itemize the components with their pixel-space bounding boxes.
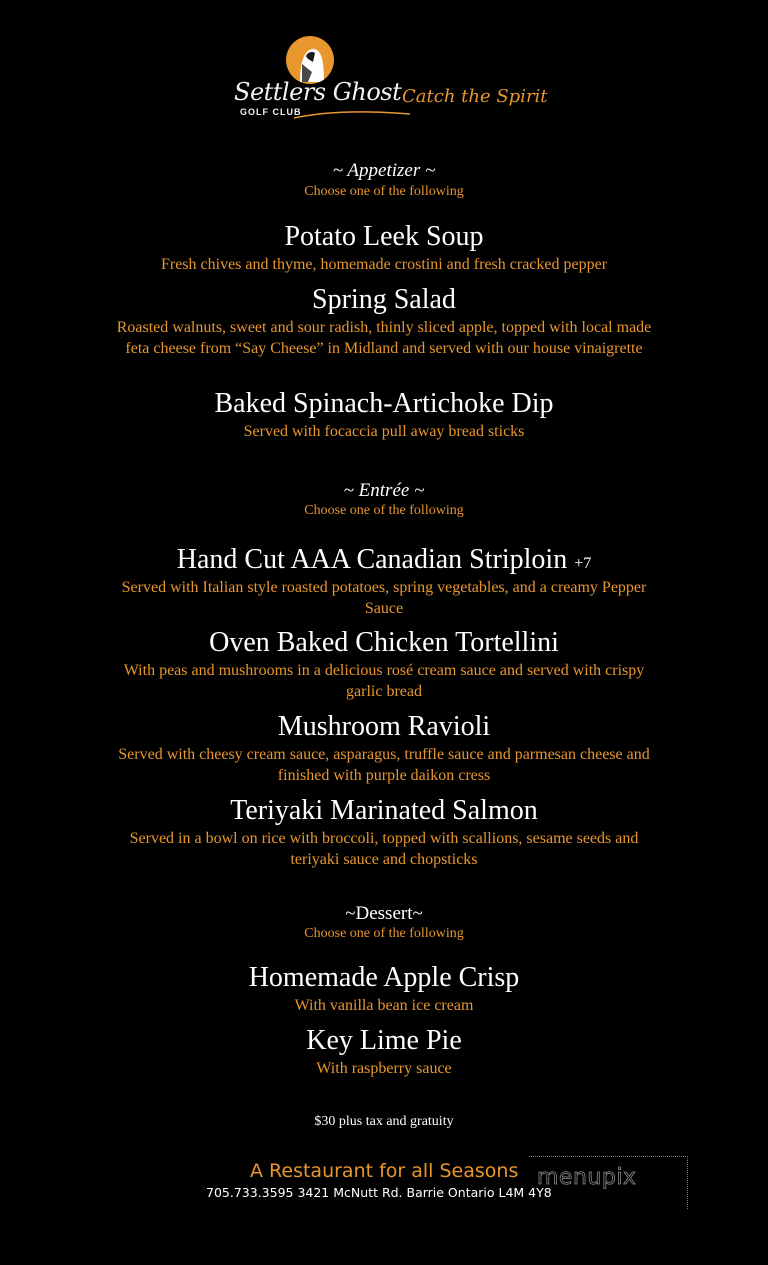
dish-description: Served with focaccia pull away bread sticks xyxy=(243,423,525,440)
dish-description: Served with Italian style roasted potatoes, spring vegetables, and a creamy Pepper Sauce xyxy=(121,579,647,617)
contact-address: 705.733.3595 3421 McNutt Rd. Barrie Ontario L4M 4Y8 xyxy=(206,1185,552,1200)
dish-name: Spring Salad xyxy=(312,284,456,315)
ghost-emblem-icon xyxy=(286,36,334,84)
dish-description: Fresh chives and thyme, homemade crostini and fresh cracked pepper xyxy=(160,256,608,273)
dish-name: Teriyaki Marinated Salmon xyxy=(230,795,538,826)
club-subtitle: GOLF CLUB xyxy=(240,107,302,117)
dish-name: Oven Baked Chicken Tortellini xyxy=(209,627,559,658)
dessert-instruction: Choose one of the following xyxy=(304,926,464,941)
club-tagline: Catch the Spirit xyxy=(402,86,548,107)
entree-instruction: Choose one of the following xyxy=(304,503,464,518)
menu-price: $30 plus tax and gratuity xyxy=(314,1114,454,1129)
dish-name: Baked Spinach-Artichoke Dip xyxy=(214,388,554,419)
dish-description: With raspberry sauce xyxy=(316,1060,452,1077)
appetizer-heading: ~ Appetizer ~ xyxy=(332,160,436,181)
appetizer-instruction: Choose one of the following xyxy=(304,184,464,199)
dish-surcharge: +7 xyxy=(574,555,592,572)
watermark-text: menupix xyxy=(537,1165,637,1190)
dish-name-text: Hand Cut AAA Canadian Striploin xyxy=(176,544,568,575)
dish-description: Served with cheesy cream sauce, asparagus, truffle sauce and parmesan cheese and finished with purple daikon cress xyxy=(118,746,650,784)
club-logo xyxy=(232,34,548,134)
dish-name: Potato Leek Soup xyxy=(284,221,484,252)
club-name: Settlers Ghost xyxy=(234,78,402,106)
dish-name: Key Lime Pie xyxy=(306,1025,462,1056)
logo-swoosh xyxy=(292,108,412,122)
dish-name: Mushroom Ravioli xyxy=(277,711,491,742)
dish-description: With peas and mushrooms in a delicious rosé cream sauce and served with crispy garlic bread xyxy=(123,662,645,700)
dish-description: Roasted walnuts, sweet and sour radish, thinly sliced apple, topped with local made feta cheese from “Say Cheese” in Midland and served with our house vinaigrette xyxy=(116,319,652,357)
dish-description: Served in a bowl on rice with broccoli, topped with scallions, sesame seeds and teriyaki sauce and chopsticks xyxy=(129,830,639,868)
dessert-heading: ~Dessert~ xyxy=(345,903,423,924)
dish-name: Homemade Apple Crisp xyxy=(248,962,520,993)
dish-description: With vanilla bean ice cream xyxy=(294,997,474,1014)
restaurant-slogan: A Restaurant for all Seasons xyxy=(250,1160,519,1182)
dish-name xyxy=(0,544,768,576)
entree-heading: ~ Entrée ~ xyxy=(343,480,425,501)
watermark xyxy=(529,1156,688,1209)
